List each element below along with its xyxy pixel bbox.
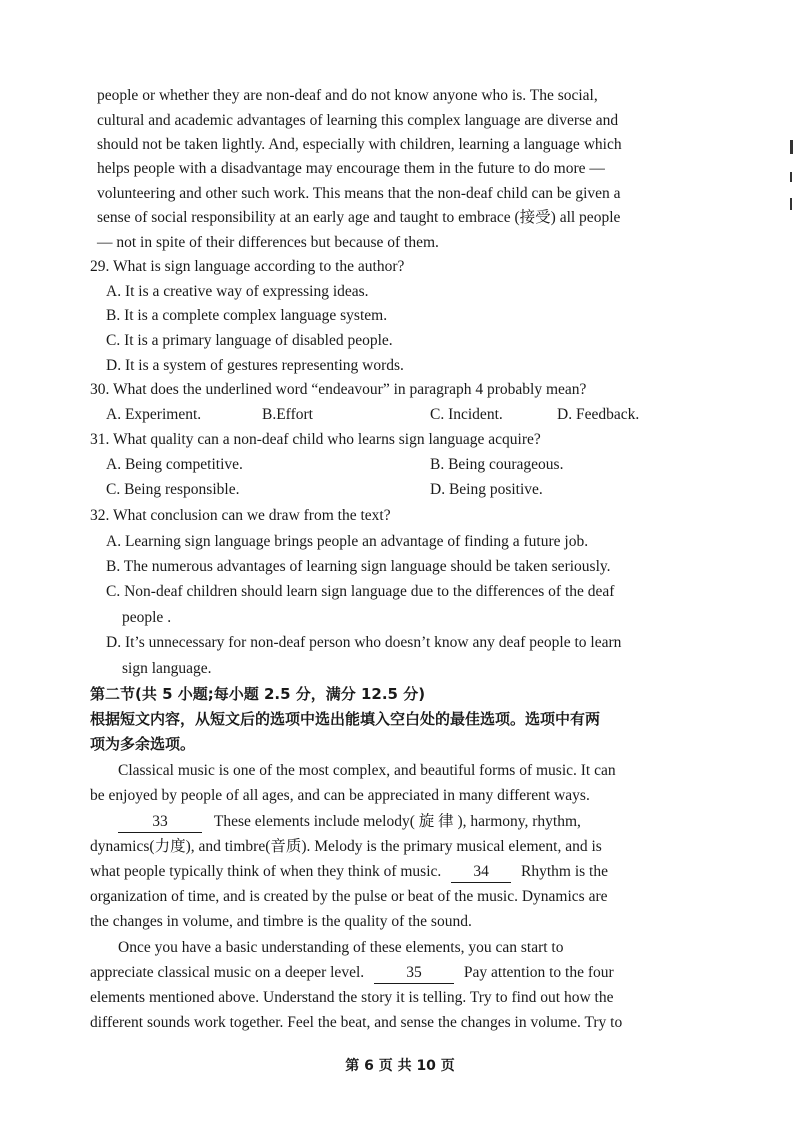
question-32-option-c-line-1: C. Non-deaf children should learn sign language due to the differences of the deaf [106,583,615,600]
question-32-option-a: A. Learning sign language brings people an advantage of finding a future job. [106,533,589,550]
question-31-option-a: A. Being competitive. [106,456,243,473]
question-29-option-c: C. It is a primary language of disabled people. [106,332,393,349]
question-29-option-b: B. It is a complete complex language system. [106,307,388,324]
question-32-option-b: B. The numerous advantages of learning sign language should be taken seriously. [106,558,611,575]
cloze-p3-line-3: elements mentioned above. Understand the story it is telling. Try to find out how the [90,989,614,1006]
page-footer: 第 6 页 共 10 页 [345,1058,455,1074]
passage-line-1: people or whether they are non-deaf and do not know anyone who is. The social, [97,87,598,104]
question-32-stem: 32. What conclusion can we draw from the text? [90,507,391,524]
passage-line-5: volunteering and other such work. This means that the non-deaf child can be given a [97,185,621,202]
blank-35[interactable]: 35 [374,963,454,984]
question-32-option-c-line-2: people . [122,609,172,626]
edge-mark-2 [790,172,796,182]
question-32-option-d-line-1: D. It’s unnecessary for non-deaf person who doesn’t know any deaf people to learn [106,634,622,651]
question-32-option-d-line-2: sign language. [122,660,212,677]
cloze-p2-line-5: the changes in volume, and timbre is the quality of the sound. [90,913,472,930]
question-31-option-d: D. Being positive. [430,481,543,498]
question-31-option-c: C. Being responsible. [106,481,240,498]
cloze-p1-line-1: Classical music is one of the most complex, and beautiful forms of music. It can [118,762,616,779]
cloze-p3-line-2-text-before: appreciate classical music on a deeper level. [90,964,365,981]
question-29-option-a: A. It is a creative way of expressing ideas. [106,283,369,300]
question-30-option-a: A. Experiment. [106,406,202,423]
passage-line-3: should not be taken lightly. And, especially with children, learning a language which [97,136,622,153]
section-2-heading: 第二节(共 5 小题;每小题 2.5 分，满分 12.5 分) [90,685,426,703]
question-30-option-c: C. Incident. [430,406,503,423]
cloze-p2-line-3-text-after: Rhythm is the [521,863,608,880]
question-30-stem: 30. What does the underlined word “endeavour” in paragraph 4 probably mean? [90,381,587,398]
passage-line-2: cultural and academic advantages of learning this complex language are diverse and [97,112,619,129]
cloze-p1-line-2: be enjoyed by people of all ages, and can be appreciated in many different ways. [90,787,590,804]
cloze-p2-line-3 [90,862,608,883]
passage-line-4: helps people with a disadvantage may encourage them in the future to do more — [97,160,605,177]
passage-line-7: — not in spite of their differences but because of them. [97,234,439,251]
section-2-instruction-line-2: 项为多余选项。 [90,735,196,753]
blank-34[interactable]: 34 [451,862,511,883]
question-29-stem: 29. What is sign language according to the author? [90,258,405,275]
cloze-p2-line-4: organization of time, and is created by the pulse or beat of the music. Dynamics are [90,888,608,905]
edge-mark-3 [790,198,796,210]
question-29-option-d: D. It is a system of gestures representing words. [106,357,404,374]
cloze-p2-line-1-text: These elements include melody( 旋 律 ), harmony, rhythm, [213,813,581,830]
question-31-stem: 31. What quality can a non-deaf child who learns sign language acquire? [90,431,541,448]
question-31-option-b: B. Being courageous. [430,456,564,473]
question-30-option-b: B.Effort [262,406,313,423]
cloze-p2-line-1 [118,812,581,833]
cloze-p2-line-2: dynamics(力度), and timbre(音质). Melody is the primary musical element, and is [90,838,602,855]
cloze-p3-line-2-text-after: Pay attention to the four [463,964,614,981]
cloze-p3-line-1: Once you have a basic understanding of these elements, you can start to [118,939,564,956]
section-2-instruction-line-1: 根据短文内容，从短文后的选项中选出能填入空白处的最佳选项。选项中有两 [90,710,601,728]
edge-mark-1 [790,140,793,154]
cloze-p2-line-3-text-before: what people typically think of when they think of music. [90,863,442,880]
blank-33[interactable]: 33 [118,812,202,833]
cloze-p3-line-4: different sounds work together. Feel the beat, and sense the changes in volume. Try to [90,1014,623,1031]
cloze-p3-line-2 [90,963,614,984]
question-30-option-d: D. Feedback. [557,406,640,423]
passage-line-6: sense of social responsibility at an early age and taught to embrace (接受) all people [97,209,621,226]
